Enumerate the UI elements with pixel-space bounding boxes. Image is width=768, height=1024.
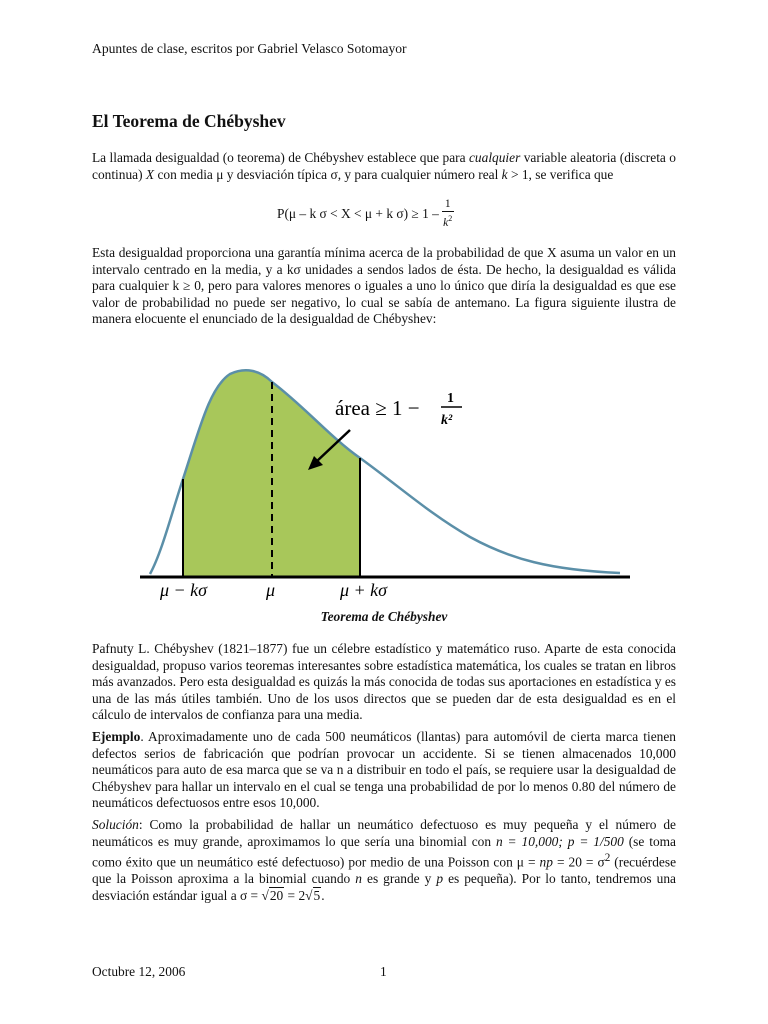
figure-caption: Teorema de Chébyshev (320, 609, 448, 624)
page-number: 1 (380, 964, 387, 979)
intro-paragraph: La llamada desigualdad (o teorema) de Chébyshev establece que para cualquier variable aleatoria (discreta o continua) X con media μ y desviación típica σ, y para cualquier número real k > 1, se verifica que (92, 150, 676, 182)
explanation-paragraph: Esta desigualdad proporciona una garantía mínima acerca de la probabilidad de que X asuma un valor en un intervalo centrado en la media, y a kσ unidades a sendos lados de ésta. De hecho, la desigualdad es válida para cualquier k ≥ 0, pero para valores menores o iguales a uno lo único que diría la desigualdad es que ese valor de probabilidad no puede ser negativo, lo cual se sabía de antemano. La figura siguiente ilustra de manera elocuente el enunciado de la desigualdad de Chébyshev: (92, 245, 676, 327)
area-label-num: 1 (447, 391, 454, 406)
tick-label-mu: μ (266, 580, 276, 600)
distribution-plot (130, 362, 630, 602)
solution-paragraph: Solución: Como la probabilidad de hallar un neumático defectuoso es muy pequeña y el número de neumáticos es muy grande, aproximamos lo que sería una binomial con n = 10,000; p = 1/500 (se toma como éxito que un neumático esté defectuoso) por medio de una Poisson con μ = np = $20 = \sigma^2$ (recuérdese que la Poisson aproxima a la binomial cuando n es grande y p es pequeña). Por lo tanto, tendremos una desviación estándar igual a σ = √20 = 2√5. (92, 817, 677, 903)
footer-date: Octubre 12, 2006 (92, 964, 186, 979)
example-paragraph: Ejemplo. Aproximadamente uno de cada 500 neumáticos (llantas) para automóvil de cierta marca tienen defectos serios de fabricación que podrían provocar un accidente. Si se tienen almacenados 10,000 neumáticos para auto de esa marca que se va n a distribuir en todo el país, se requiere usar la desigualdad de Chébyshev para hallar un intervalo en el cual se tenga una probabilidad de por lo menos 0.80 del número de neumáticos defectuosos entre esos 10,000. (92, 729, 676, 811)
chebyshev-figure (130, 362, 630, 607)
tick-label-mu-minus: μ − kσ (160, 580, 208, 600)
area-label: área ≥ 1 − (335, 396, 420, 420)
formula-lhs: P(μ – k σ < X < μ + k σ) ≥ 1 – (277, 205, 439, 221)
chebyshev-formula (277, 198, 454, 230)
page-header: Apuntes de clase, escritos por Gabriel Velasco Sotomayor (92, 41, 407, 56)
tick-label-mu-plus: μ + kσ (340, 580, 388, 600)
area-label-den: k² (441, 413, 453, 428)
history-paragraph: Pafnuty L. Chébyshev (1821–1877) fue un célebre estadístico y matemático ruso. Aparte de esta conocida desigualdad, propuso varios teoremas interesantes sobre estadística matemática, los cuales se tratan en libros más avanzados. Pero esta desigualdad es quizás la más conocida de todas sus aportaciones en estadística y es una de las más útiles también. Uno de los usos directos que se pueden dar de esta desigualdad es en el cálculo de intervalos de confianza para una media. (92, 641, 676, 723)
formula-fraction: $\frac{1}{k^2}$ (443, 198, 453, 229)
page-title: El Teorema de Chébyshev (92, 111, 286, 131)
